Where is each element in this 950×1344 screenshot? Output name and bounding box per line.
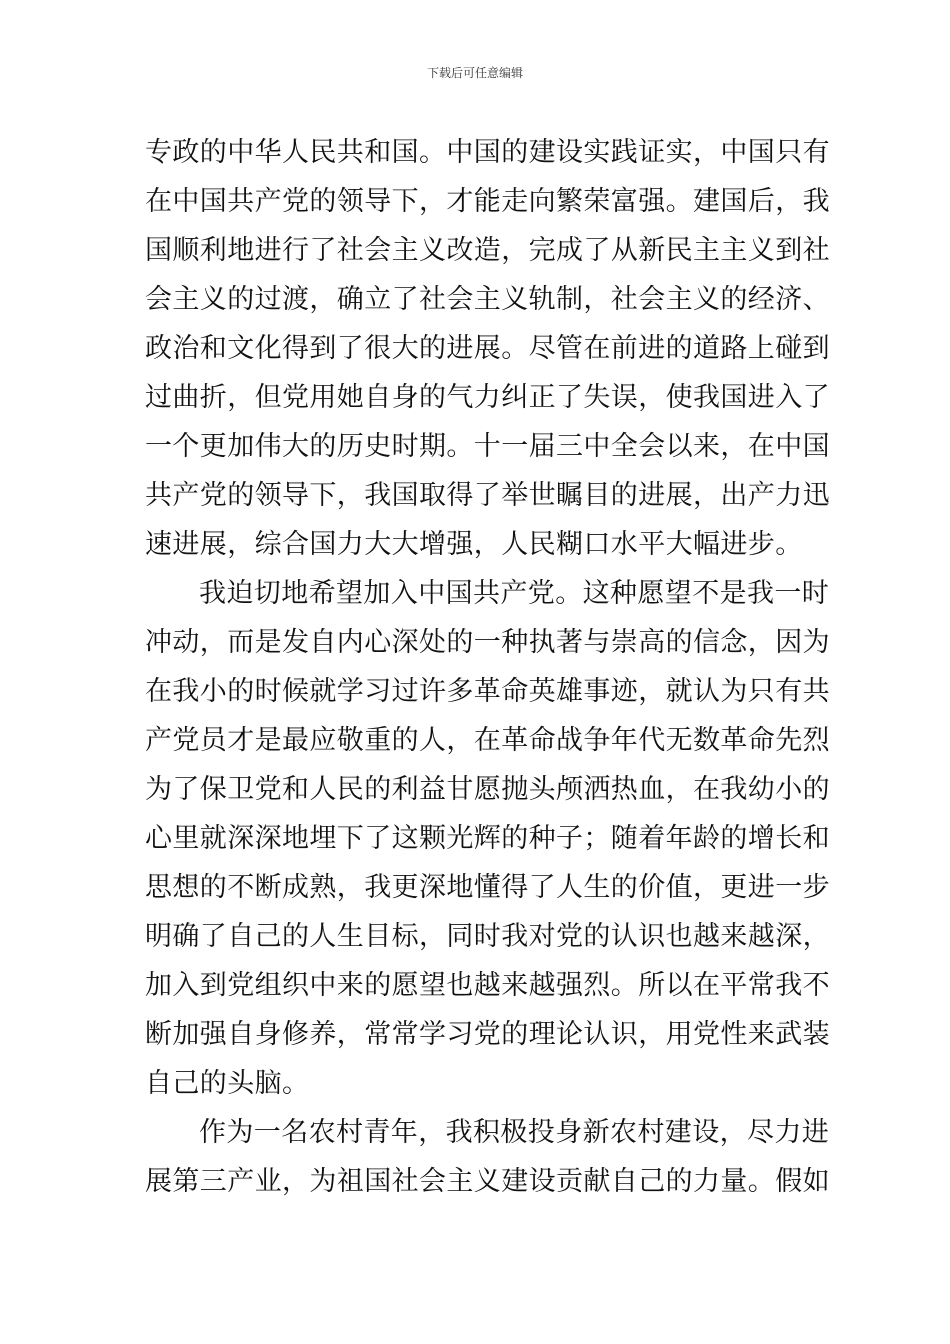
- text-line: 过曲折，但党用她自身的气力纠正了失误，使我国进入了: [145, 382, 830, 413]
- text-line: 共产党的领导下，我国取得了举世瞩目的进展，出产力迅: [145, 480, 830, 511]
- text-line: 作为一名农村青年，我积极投身新农村建设，尽力进: [199, 1117, 830, 1148]
- text-line: 速进展，综合国力大大增强，人民糊口水平大幅进步。: [145, 529, 803, 560]
- text-line: 政治和文化得到了很大的进展。尽管在前进的道路上碰到: [145, 333, 830, 364]
- text-line: 会主义的过渡，确立了社会主义轨制，社会主义的经济、: [145, 284, 830, 315]
- page-header: 下载后可任意编辑: [426, 66, 523, 80]
- text-line: 为了保卫党和人民的利益甘愿抛头颅洒热血，在我幼小的: [145, 774, 830, 805]
- text-line: 在我小的时候就学习过许多革命英雄事迹，就认为只有共: [145, 676, 830, 707]
- paragraph-3: [145, 1108, 830, 1206]
- text-line: 在中国共产党的领导下，才能走向繁荣富强。建国后，我: [145, 186, 830, 217]
- text-line: 加入到党组织中来的愿望也越来越强烈。所以在平常我不: [145, 970, 830, 1001]
- paragraph-2: [145, 569, 830, 1108]
- text-line: 思想的不断成熟，我更深地懂得了人生的价值，更进一步: [145, 872, 830, 903]
- text-line: 一个更加伟大的历史时期。十一届三中全会以来，在中国: [145, 431, 830, 462]
- text-line: 断加强自身修养，常常学习党的理论认识，用党性来武装: [145, 1019, 830, 1050]
- text-line: 展第三产业，为祖国社会主义建设贡献自己的力量。假如: [145, 1166, 830, 1197]
- text-line: 国顺利地进行了社会主义改造，完成了从新民主主义到社: [145, 235, 830, 266]
- text-line: 心里就深深地埋下了这颗光辉的种子；随着年龄的增长和: [145, 823, 830, 854]
- text-line: 我迫切地希望加入中国共产党。这种愿望不是我一时: [199, 578, 830, 609]
- text-line: 自己的头脑。: [145, 1068, 310, 1099]
- paragraph-1: [145, 128, 830, 569]
- document-body: [145, 128, 830, 1206]
- text-line: 产党员才是最应敬重的人，在革命战争年代无数革命先烈: [145, 725, 830, 756]
- text-line: 冲动，而是发自内心深处的一种执著与崇高的信念，因为: [145, 627, 830, 658]
- text-line: 明确了自己的人生目标，同时我对党的认识也越来越深，: [145, 921, 830, 952]
- text-line: 专政的中华人民共和国。中国的建设实践证实，中国只有: [145, 137, 830, 168]
